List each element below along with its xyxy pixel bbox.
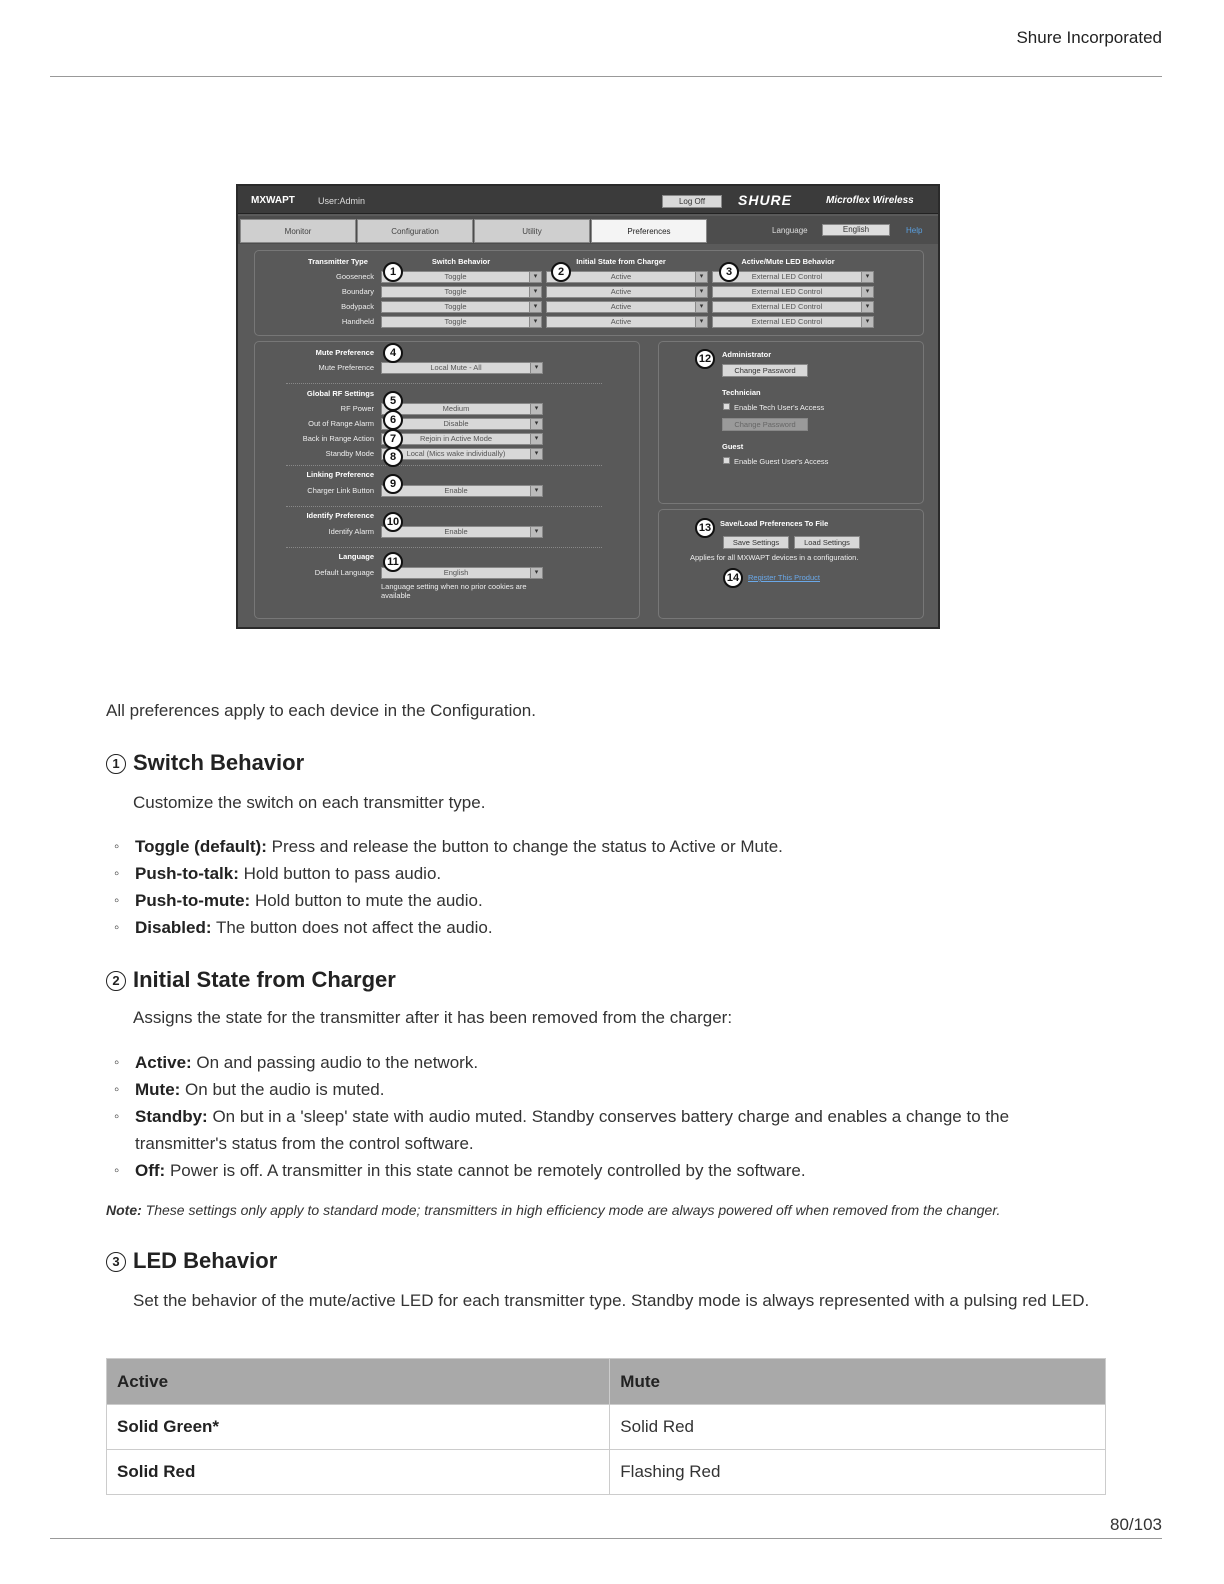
callout-2: 2 <box>551 262 571 282</box>
language-label: Language <box>772 226 808 235</box>
list-item: ◦ Standby: On but in a 'sleep' state with audio muted. Standby conserves battery charge and enables a change to the transmitter's status from the control software. <box>112 1103 1102 1157</box>
table-cell: Flashing Red <box>610 1450 1106 1495</box>
callout-11: 11 <box>383 552 403 572</box>
circle-number: 3 <box>106 1252 126 1272</box>
tab-preferences[interactable]: Preferences <box>591 219 707 243</box>
section-desc: Set the behavior of the mute/active LED for each transmitter type. Standby mode is always represented with a pulsing red LED. <box>133 1291 1090 1310</box>
user-label: User:Admin <box>318 196 366 206</box>
callout-8: 8 <box>383 447 403 467</box>
header-divider <box>50 76 1162 77</box>
mute-heading: Mute Preference <box>315 348 374 357</box>
callout-6: 6 <box>383 410 403 430</box>
bir-select[interactable]: Rejoin in Active Mode ▾ <box>381 433 543 445</box>
type-boundary: Boundary <box>341 287 374 296</box>
led-select[interactable]: External LED Control ▾ <box>712 286 874 298</box>
tech-heading: Technician <box>722 388 761 397</box>
divider <box>286 547 602 548</box>
page-number: 80/103 <box>1110 1515 1162 1534</box>
list-item: ◦ Toggle (default): Press and release the button to change the status to Active or Mute. <box>112 833 1102 860</box>
section-title: LED Behavior <box>133 1248 278 1273</box>
switch-select[interactable]: Toggle ▾ <box>381 316 542 328</box>
initial-select[interactable]: Active ▾ <box>546 301 708 313</box>
mute-label: Mute Preference <box>318 363 374 372</box>
table-cell: Solid Red <box>610 1405 1106 1450</box>
tab-utility[interactable]: Utility <box>474 219 590 243</box>
list-item: ◦ Disabled: The button does not affect the audio. <box>112 914 1102 941</box>
initial-select[interactable]: Active ▾ <box>546 316 708 328</box>
list-item: ◦ Off: Power is off. A transmitter in this state cannot be remotely controlled by the software. <box>112 1157 1102 1184</box>
callout-4: 4 <box>383 343 403 363</box>
product-name: Microflex Wireless <box>826 195 914 206</box>
list-item: ◦ Mute: On but the audio is muted. <box>112 1076 1102 1103</box>
section-heading-led <box>106 1248 277 1274</box>
callout-7: 7 <box>383 429 403 449</box>
footer-divider <box>50 1538 1162 1539</box>
table-row <box>107 1450 1106 1495</box>
section-heading-initial <box>106 967 396 993</box>
col-led-behavior: Active/Mute LED Behavior <box>741 257 835 266</box>
section-desc: Assigns the state for the transmitter after it has been removed from the charger: <box>133 1008 733 1027</box>
guest-heading: Guest <box>722 442 744 451</box>
rf-power-select[interactable]: Medium ▾ <box>381 403 543 415</box>
callout-14: 14 <box>723 568 743 588</box>
rf-power-label: RF Power <box>340 404 374 413</box>
standby-label: Standby Mode <box>325 449 374 458</box>
list-item: ◦ Push-to-talk: Hold button to pass audio. <box>112 860 1102 887</box>
register-link[interactable]: Register This Product <box>748 573 820 582</box>
bir-label: Back in Range Action <box>302 434 374 443</box>
default-language-select[interactable]: English ▾ <box>381 567 543 579</box>
admin-heading: Administrator <box>722 350 772 359</box>
list-item: ◦ Active: On and passing audio to the network. <box>112 1049 1102 1076</box>
divider <box>286 465 602 466</box>
language-select[interactable]: English <box>822 224 890 236</box>
callout-9: 9 <box>383 474 403 494</box>
type-handheld: Handheld <box>341 317 374 326</box>
switch-select[interactable]: Toggle ▾ <box>381 271 542 283</box>
col-transmitter-type: Transmitter Type <box>308 257 368 266</box>
guest-access-label: Enable Guest User's Access <box>734 457 829 466</box>
save-settings-button[interactable]: Save Settings <box>723 536 789 549</box>
identify-label: Identify Alarm <box>328 527 374 536</box>
table-cell: Solid Red <box>107 1450 610 1495</box>
initial-select[interactable]: Active ▾ <box>546 271 708 283</box>
linking-select[interactable]: Enable ▾ <box>381 485 543 497</box>
save-load-heading: Save/Load Preferences To File <box>720 519 829 528</box>
app-name: MXWAPT <box>251 195 295 206</box>
tech-change-password-button[interactable]: Change Password <box>722 418 808 431</box>
oor-label: Out of Range Alarm <box>308 419 374 428</box>
table-header: Active <box>107 1359 610 1405</box>
list-item: ◦ Push-to-mute: Hold button to mute the audio. <box>112 887 1102 914</box>
identify-select[interactable]: Enable ▾ <box>381 526 543 538</box>
callout-3: 3 <box>719 262 739 282</box>
oor-select[interactable]: Disable ▾ <box>381 418 543 430</box>
app-topbar <box>238 186 938 214</box>
applies-text: Applies for all MXWAPT devices in a configuration. <box>690 553 859 562</box>
type-bodypack: Bodypack <box>341 302 374 311</box>
type-gooseneck: Gooseneck <box>336 272 374 281</box>
initial-list <box>112 1049 1102 1184</box>
initial-select[interactable]: Active ▾ <box>546 286 708 298</box>
admin-change-password-button[interactable]: Change Password <box>722 364 808 377</box>
preferences-screenshot <box>236 184 940 629</box>
callout-1: 1 <box>383 262 403 282</box>
led-select[interactable]: External LED Control ▾ <box>712 316 874 328</box>
circle-number: 2 <box>106 971 126 991</box>
circle-number: 1 <box>106 754 126 774</box>
tech-access-checkbox[interactable] <box>723 403 730 410</box>
standby-select[interactable]: Local (Mics wake individually) ▾ <box>381 448 543 460</box>
led-select[interactable]: External LED Control ▾ <box>712 301 874 313</box>
col-initial-state: Initial State from Charger <box>576 257 666 266</box>
identify-heading: Identify Preference <box>306 511 374 520</box>
switch-select[interactable]: Toggle ▾ <box>381 301 542 313</box>
section-heading-switch <box>106 750 304 776</box>
switch-select[interactable]: Toggle ▾ <box>381 286 542 298</box>
linking-heading: Linking Preference <box>306 470 374 479</box>
callout-12: 12 <box>695 349 715 369</box>
note: Note: These settings only apply to standard mode; transmitters in high efficiency mode are always powered off when removed from the changer. <box>106 1202 1001 1218</box>
intro-text: All preferences apply to each device in the Configuration. <box>106 701 536 720</box>
logoff-button[interactable]: Log Off <box>662 195 722 208</box>
table-cell: Solid Green* <box>107 1405 610 1450</box>
guest-access-checkbox[interactable] <box>723 457 730 464</box>
help-link[interactable]: Help <box>906 226 923 235</box>
default-language-label: Default Language <box>314 568 374 577</box>
callout-10: 10 <box>383 512 403 532</box>
load-settings-button[interactable]: Load Settings <box>794 536 860 549</box>
section-desc: Customize the switch on each transmitter type. <box>133 793 486 812</box>
switch-list <box>112 833 1102 941</box>
company-name: Shure Incorporated <box>1016 28 1162 47</box>
tab-configuration[interactable]: Configuration <box>357 219 473 243</box>
divider <box>286 506 602 507</box>
table-header: Mute <box>610 1359 1106 1405</box>
shure-logo: SHURE <box>738 192 793 208</box>
rf-heading: Global RF Settings <box>306 389 374 398</box>
tech-access-label: Enable Tech User's Access <box>734 403 825 412</box>
section-title: Initial State from Charger <box>133 967 396 992</box>
tab-monitor[interactable]: Monitor <box>240 219 356 243</box>
callout-5: 5 <box>383 391 403 411</box>
callout-13: 13 <box>695 518 715 538</box>
linking-label: Charger Link Button <box>307 486 374 495</box>
col-switch-behavior: Switch Behavior <box>431 257 491 266</box>
mute-select[interactable]: Local Mute - All ▾ <box>381 362 543 374</box>
table-row <box>107 1405 1106 1450</box>
led-table <box>106 1358 1106 1495</box>
divider <box>286 383 602 384</box>
led-select[interactable]: External LED Control ▾ <box>712 271 874 283</box>
language-heading: Language <box>338 552 374 561</box>
section-title: Switch Behavior <box>133 750 305 775</box>
language-note: Language setting when no prior cookies are available <box>381 582 527 600</box>
